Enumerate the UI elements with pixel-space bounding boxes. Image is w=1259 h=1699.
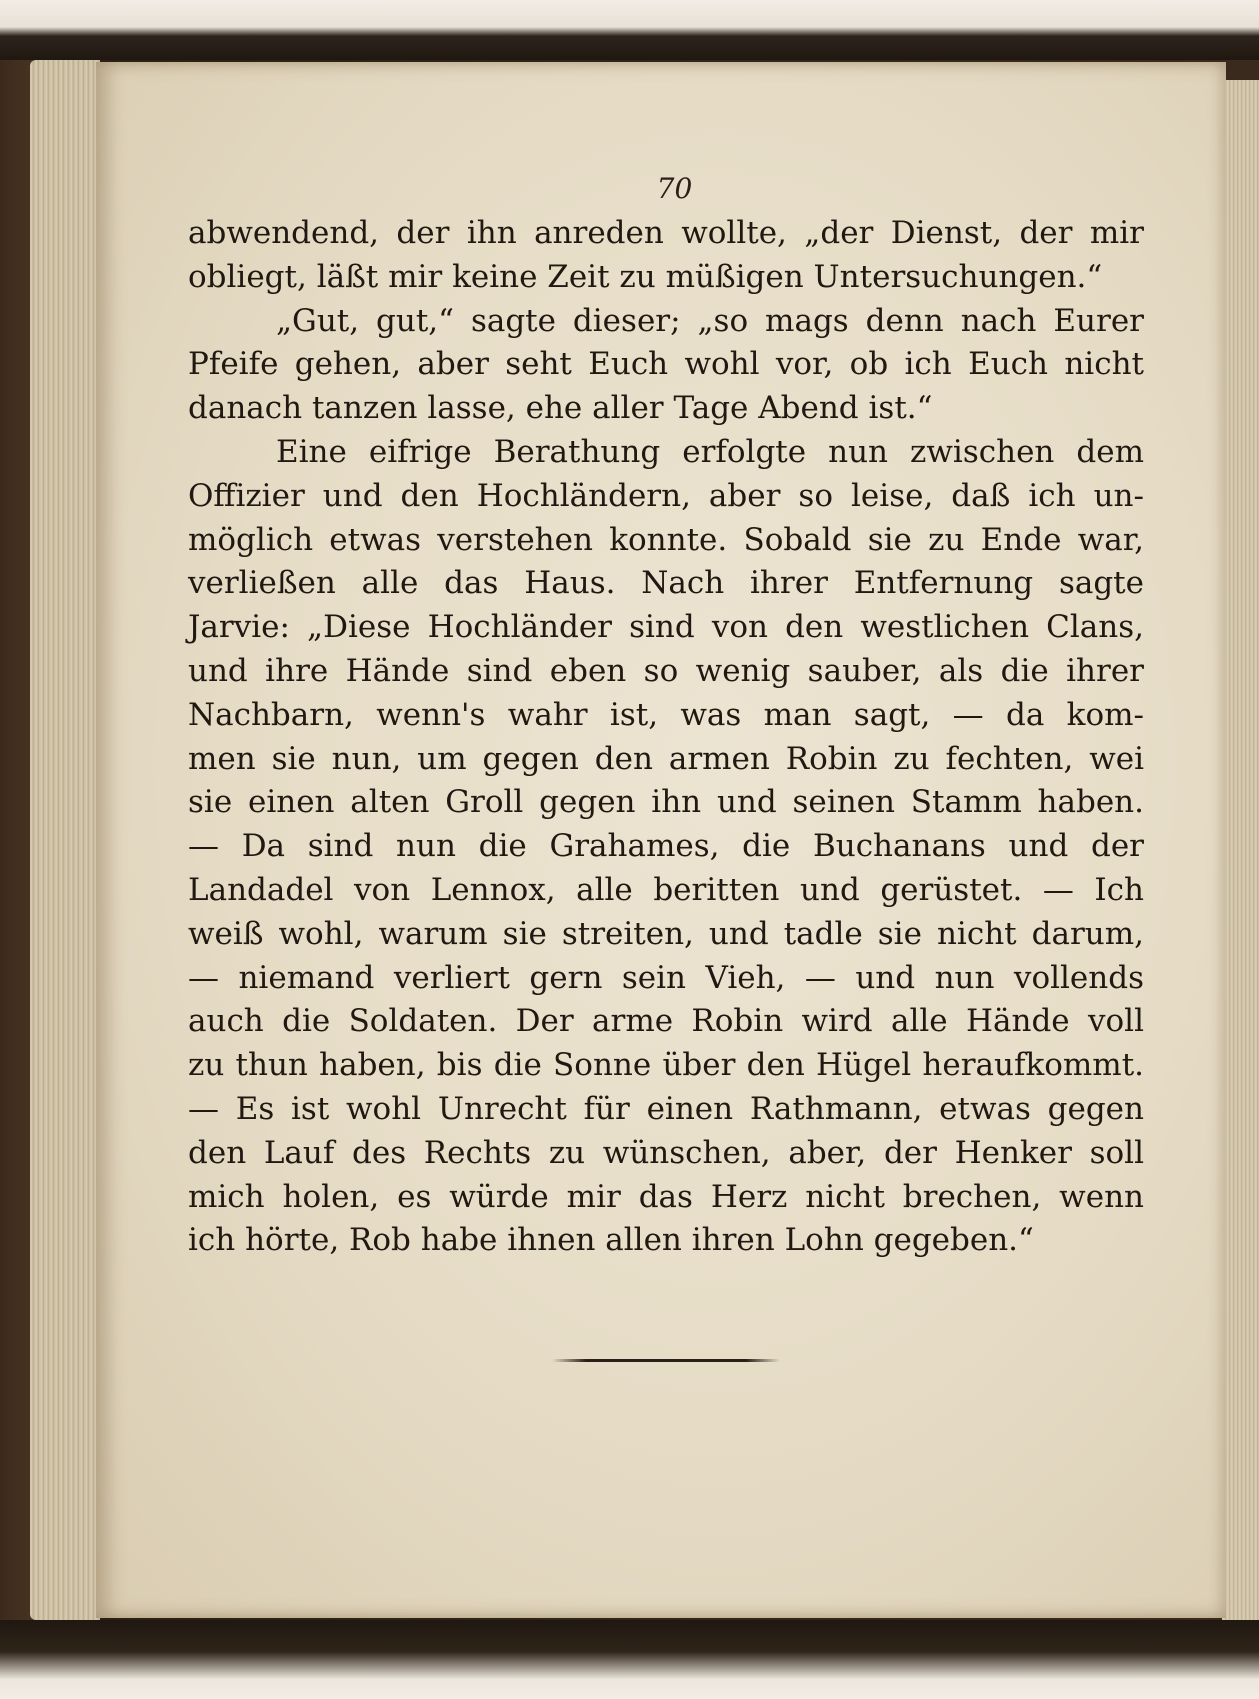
text-line: weiß wohl, warum sie streiten, und tadle sie nicht darum, [188, 915, 1144, 952]
text-line: Jarvie: „Diese Hochländer sind von den westlichen Clans, [188, 609, 1144, 646]
page-number: 70 [656, 172, 693, 205]
text-line: Offizier und den Hochländern, aber so leise, daß ich un- [188, 477, 1144, 514]
text-line: abwendend, der ihn anreden wollte, „der Dienst, der mir [188, 215, 1144, 251]
text-line: Nachbarn, wenn's wahr ist, was man sagt, — da kom- [188, 696, 1144, 733]
text-line: — Es ist wohl Unrecht für einen Rathmann, etwas gegen [188, 1090, 1144, 1127]
text-line: obliegt, läßt mir keine Zeit zu müßigen Untersuchungen.“ [188, 258, 1103, 295]
page-text-block [188, 212, 1144, 1263]
text-line: sie einen alten Groll gegen ihn und seinen Stamm haben. [188, 784, 1144, 821]
text-line: Eine eifrige Berathung erfolgte nun zwischen dem [276, 433, 1144, 470]
text-line: — Da sind nun die Grahames, die Buchanans und der [188, 828, 1144, 865]
text-line: verließen alle das Haus. Nach ihrer Entfernung sagte [188, 565, 1144, 602]
text-line: „Gut, gut,“ sagte dieser; „so mags denn nach Eurer [276, 302, 1144, 339]
text-line: Pfeife gehen, aber seht Euch wohl vor, ob ich Euch nicht [188, 346, 1144, 383]
left-page-stack [30, 60, 100, 1620]
text-line: Landadel von Lennox, alle beritten und gerüstet. — Ich [188, 871, 1144, 908]
text-line: danach tanzen lasse, ehe aller Tage Abend ist.“ [188, 390, 933, 427]
text-line: auch die Soldaten. Der arme Robin wird alle Hände voll [188, 1003, 1144, 1040]
right-page-stack [1222, 80, 1259, 1620]
end-rule [552, 1359, 780, 1362]
text-line: und ihre Hände sind eben so wenig sauber, als die ihrer [188, 652, 1144, 689]
text-line: möglich etwas verstehen konnte. Sobald sie zu Ende war, [188, 521, 1144, 558]
text-line: den Lauf des Rechts zu wünschen, aber, der Henker soll [188, 1134, 1144, 1171]
text-line: ich hörte, Rob habe ihnen allen ihren Lohn gegeben.“ [188, 1222, 1034, 1259]
text-line: mich holen, es würde mir das Herz nicht brechen, wenn [188, 1178, 1144, 1215]
text-line: — niemand verliert gern sein Vieh, — und nun vollends [188, 959, 1144, 996]
book-cover-bottom-edge [0, 1620, 1259, 1699]
text-line: zu thun haben, bis die Sonne über den Hügel heraufkommt. [188, 1047, 1144, 1084]
book-cover-top-edge [0, 0, 1259, 60]
text-line: men sie nun, um gegen den armen Robin zu fechten, wei [188, 740, 1144, 777]
